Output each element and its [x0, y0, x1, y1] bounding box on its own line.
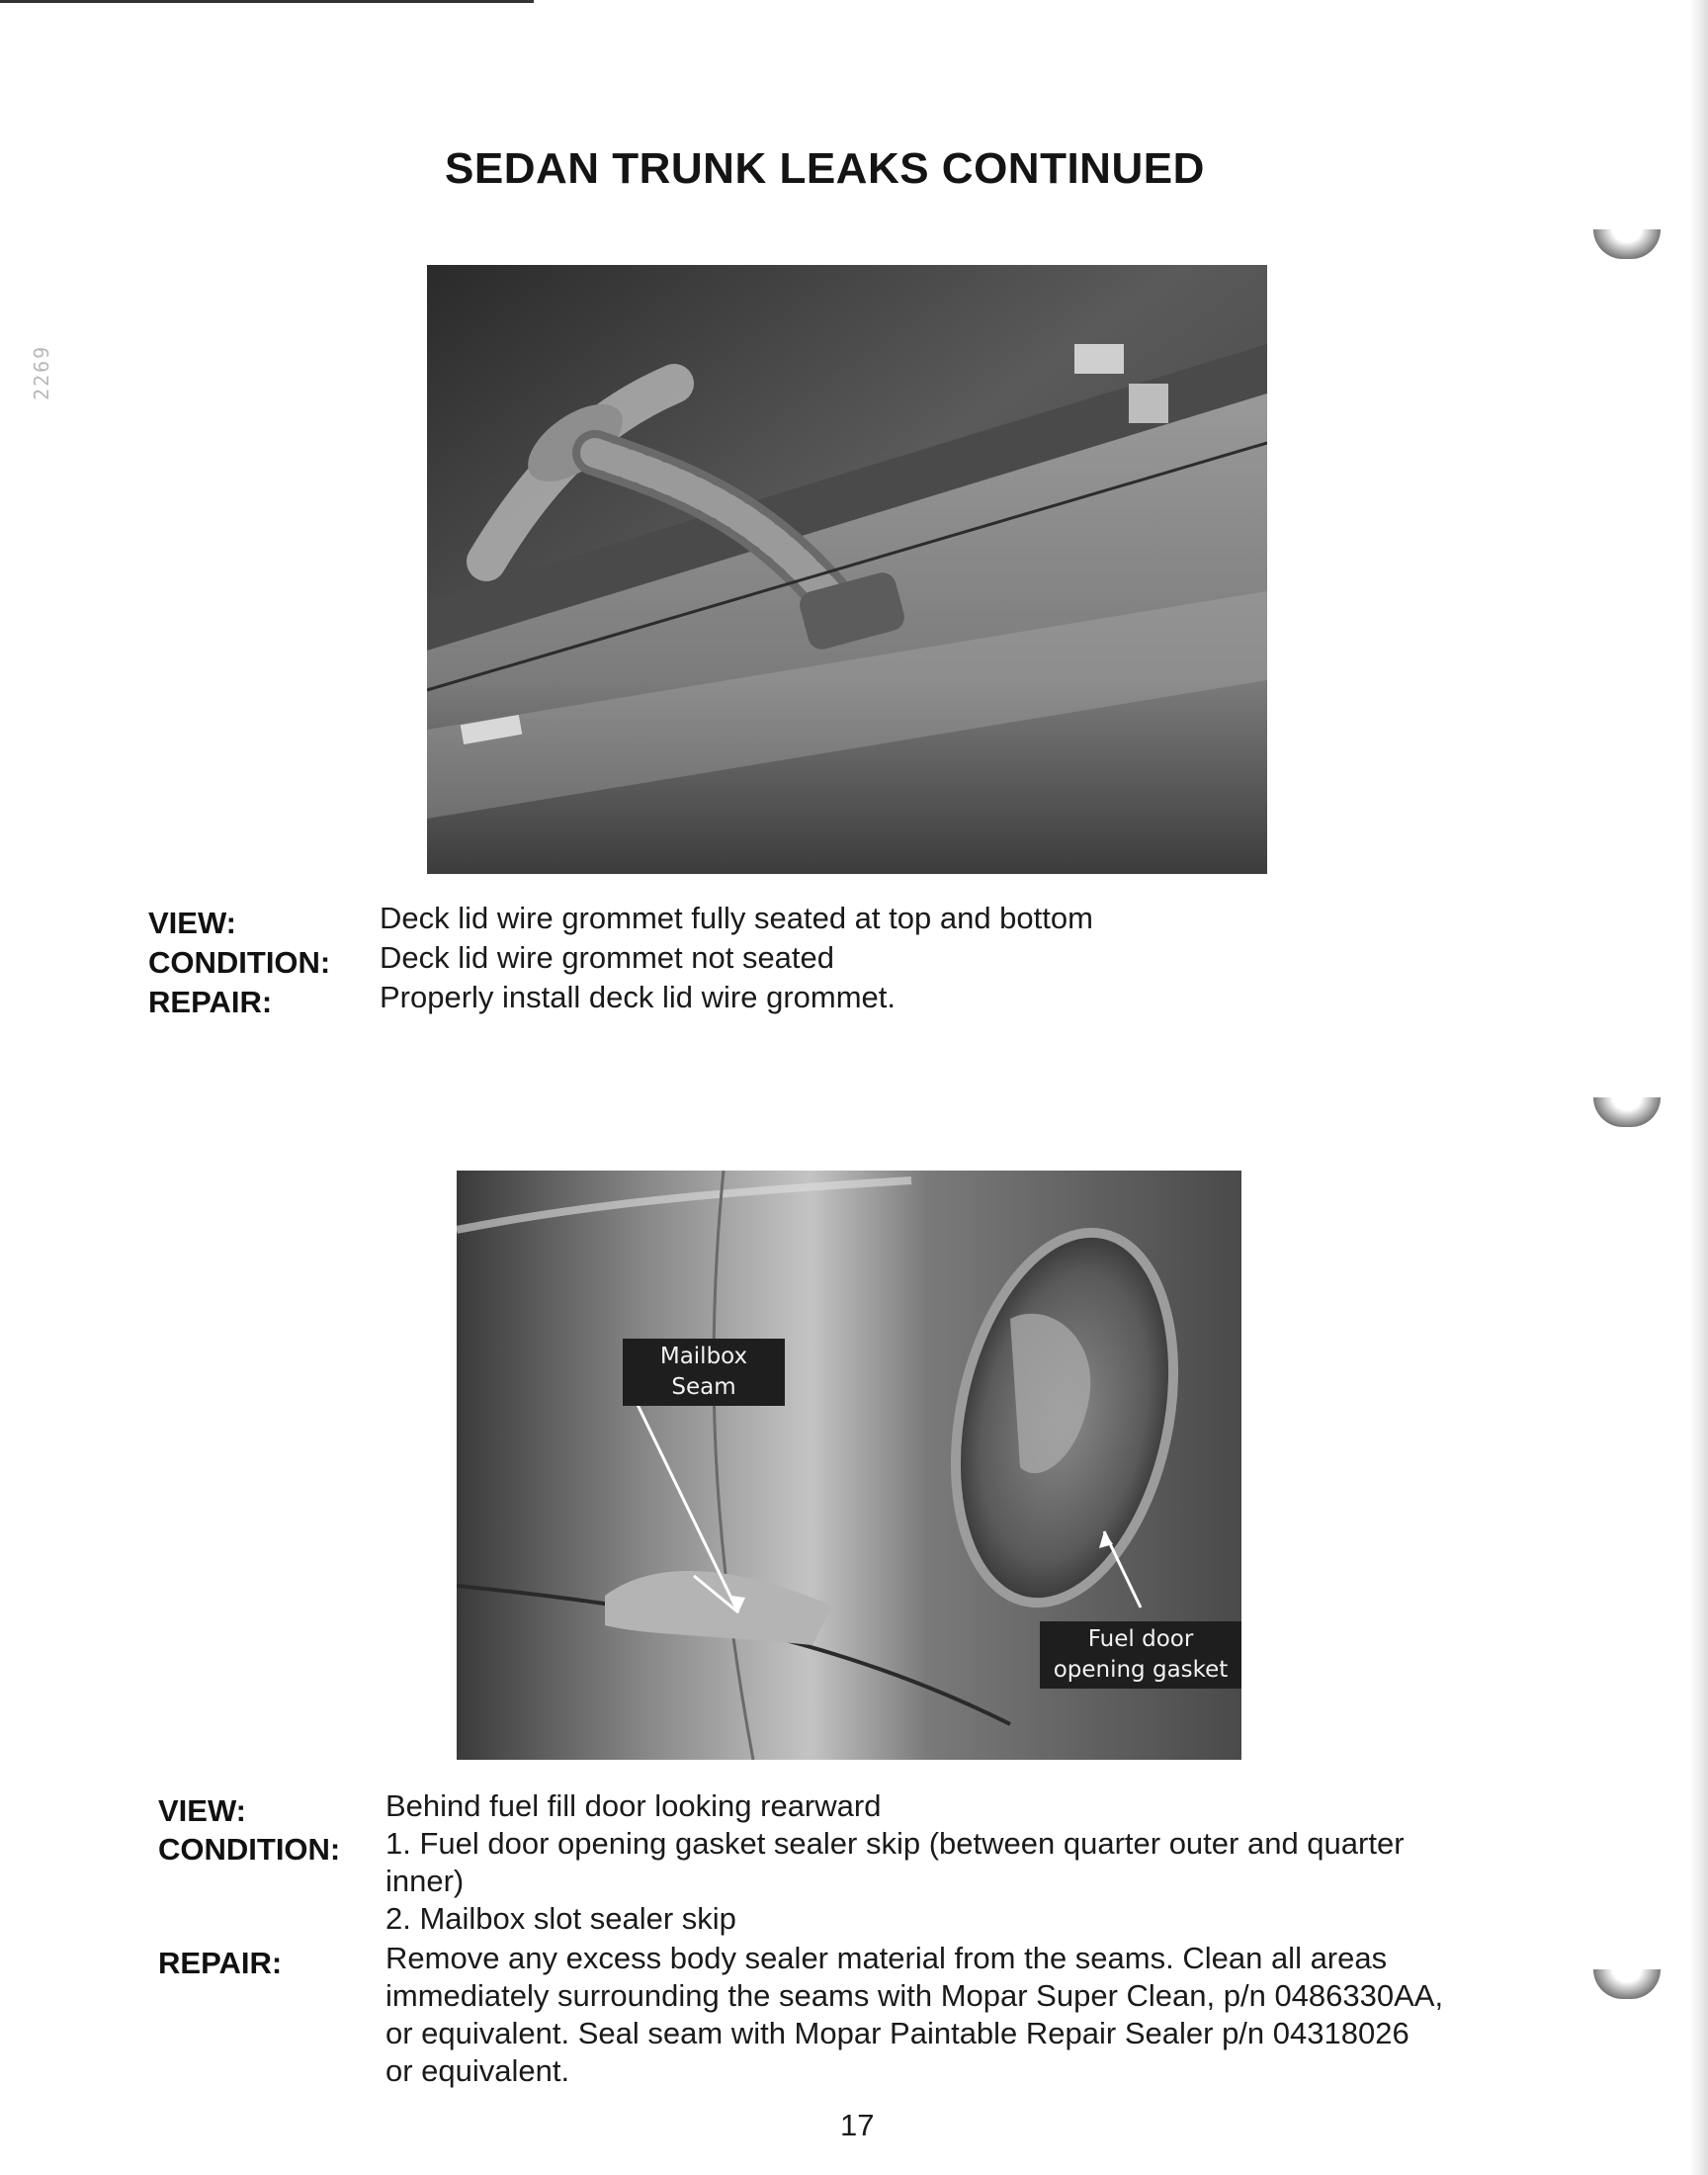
binder-hole-middle: [1593, 1097, 1661, 1127]
entry2-repair-label: REPAIR:: [158, 1946, 283, 1980]
callout-fuel-line1: Fuel door: [1087, 1626, 1194, 1652]
entry1-repair-label: REPAIR:: [148, 985, 273, 1019]
side-stamp: 2269: [30, 344, 53, 400]
entry1-view-label: VIEW:: [148, 906, 236, 940]
scan-edge-line: [0, 0, 534, 3]
photo-fuel-door: [457, 1171, 1241, 1760]
entry2-condition-label: CONDITION:: [158, 1832, 341, 1867]
entry2-condition-line-2: 2. Mailbox slot sealer skip: [385, 1901, 736, 1936]
entry2-view-text: Behind fuel fill door looking rearward: [385, 1788, 882, 1823]
entry1-view-text: Deck lid wire grommet fully seated at top and bottom: [380, 901, 1093, 935]
entry2-repair-line-1: Remove any excess body sealer material from the seams. Clean all areas: [385, 1941, 1388, 1975]
callout-fuel-line2: opening gasket: [1053, 1657, 1229, 1683]
callout-fuel-door-gasket: [1040, 1621, 1241, 1689]
page-title: SEDAN TRUNK LEAKS CONTINUED: [445, 144, 1205, 193]
entry1-condition-label: CONDITION:: [148, 945, 331, 980]
entry2-view-label: VIEW:: [158, 1793, 246, 1828]
entry2-repair-line-3: or equivalent. Seal seam with Mopar Paintable Repair Sealer p/n 04318026: [385, 2016, 1409, 2050]
binder-hole-bottom: [1593, 1969, 1661, 1999]
callout-mailbox-line1: Mailbox: [659, 1344, 748, 1369]
callout-mailbox-line2: Seam: [671, 1374, 736, 1400]
callout-mailbox-seam: [623, 1339, 785, 1406]
entry2-repair-line-2: immediately surrounding the seams with Mopar Super Clean, p/n 0486330AA,: [385, 1978, 1444, 2013]
photo-deck-lid-grommet: [427, 265, 1267, 874]
entry1-repair-text: Properly install deck lid wire grommet.: [380, 980, 897, 1014]
binder-hole-top: [1593, 229, 1661, 259]
entry2-condition-line-1-cont: inner): [385, 1864, 465, 1898]
entry1-condition-text: Deck lid wire grommet not seated: [380, 940, 835, 975]
page-number: 17: [840, 2108, 875, 2142]
binder-edge: [1690, 0, 1708, 2175]
entry2-condition-line-1: 1. Fuel door opening gasket sealer skip (between quarter outer and quarter: [385, 1826, 1405, 1861]
entry2-repair-line-4: or equivalent.: [385, 2053, 570, 2088]
